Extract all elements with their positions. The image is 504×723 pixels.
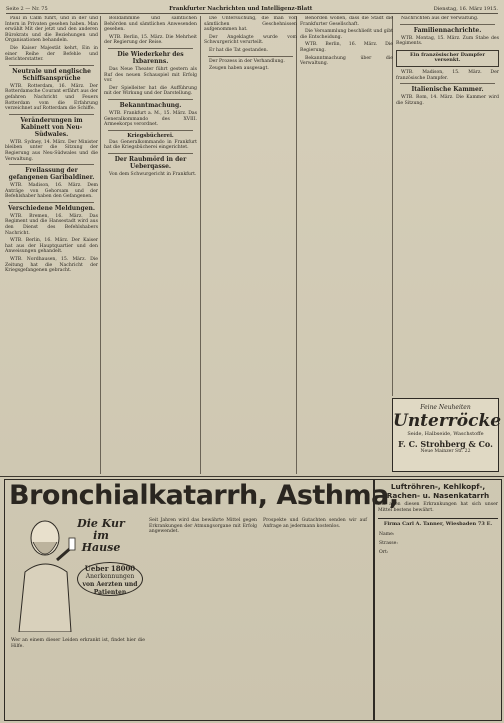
column-2 — [104, 16, 197, 474]
col5-heading-1: Familiennachrichte. — [413, 26, 482, 34]
unterad-firm: F. C. Strohberg & Co. — [398, 439, 493, 449]
column-4 — [300, 16, 393, 474]
unterad-sub: Seide, Halbseide, Waschstoffe — [407, 431, 484, 437]
rightad-title: Luftröhren-, Kehlkopf-, Rachen- u. Nasenkatarrh — [386, 482, 490, 500]
column-5 — [396, 16, 499, 396]
col5-para-2: WTB. Montag, 15. März. Zum Stabe des Regiments. — [396, 35, 499, 47]
page-number: Seite 2 — Nr. 75 — [6, 5, 48, 12]
col1-heading-1: Neutrale und englische Schiffsansprüche — [12, 67, 91, 82]
col4-para-1: Behörden wollen, dass die Stadt die Frankfurter Gesellschaft. — [300, 16, 393, 27]
col2-para-1: Bolldämmme und sämtlichen Behörden und sämtlichen Anwesenden gesehen. — [104, 16, 197, 33]
col1-heading-3: Freilassung der gefangenen Garibaldiner. — [8, 167, 95, 182]
anerkennungen-badge — [77, 562, 143, 596]
badge-line-2: Anerkennungen — [85, 573, 135, 580]
col1-para-2: Die Kaiser Majestät kehrt, Ein in einer Reihe der Befehle und Berichterstatter. — [5, 45, 98, 63]
issue-date: Dienstag, 16. März 1915. — [433, 5, 498, 12]
bigad-left-text: Wer an einem dieser Leiden erkrankt ist, findet hier die Hilfe. — [11, 638, 145, 649]
form-town-line: Ort: — [379, 550, 389, 555]
bigad-headline: Bronchialkatarrh, Asthma, — [9, 480, 399, 511]
unterroecke-ad — [392, 398, 502, 472]
kur-label — [75, 518, 127, 558]
kur-text: Die Kur im Hause — [77, 517, 125, 554]
unterad-title: Unterröcke — [393, 411, 502, 431]
col5-box — [396, 50, 499, 67]
column-3 — [204, 16, 297, 474]
col2-para-4: Der Spielleiter hat die Aufführung mit der Wirkung und der Darstellung. — [104, 85, 197, 97]
col3-para-2: Der Angeklagte wurde vom Schwurgericht verurteilt. — [204, 34, 297, 46]
col2-heading-4: Der Raubmörd in der Ueberqasse. — [114, 155, 187, 170]
col2-para-6: Das Generalkommando in Frankfurt hat die Kriegsbücherei eingerichtet. — [104, 139, 197, 151]
col5-para-1: Nachrichten aus der Verwaltung. — [401, 16, 479, 21]
col1-para-3: WTB. Rotterdam, 16. März. Der Rotterdamsche Courant erfährt aus der gefahren Nachricht und Feuers Rotterdam vom die Erfahrung verzeichnet auf Rotterdam die Schiffe. — [5, 83, 98, 112]
rightad-body: Bei allen diesen Erkrankungen hat sich unser Mittel bestens bewährt. — [378, 502, 498, 513]
col1-para-4: WTB. Sydney, 14. März. Der Minister bleiben unter die Sitzung der Regierung aus Neu-Südwales und die Verwaltung. — [5, 139, 98, 162]
bigad-right-text: Prospekte und Gutachten senden wir auf Anfrage an jedermann kostenlos. — [263, 518, 367, 529]
form-street-line: Strasse: — [379, 541, 398, 546]
rightad-coupon: Firma Carl A. Tanner, Wiesbaden 73 E. — [378, 518, 498, 527]
form-name-line: Name: — [379, 532, 395, 537]
col5-para-4: WTB. Rom, 14. März. Die Kammer wird die Sitzung. — [396, 95, 499, 106]
col2-para-5: WTB. Frankfurt a. M., 15. März. Das Generalkommando des XVIII. Armeekorps verordnet. — [104, 110, 197, 128]
col3-para-3: Er hat die Tat gestanden. — [209, 47, 268, 53]
col2-para-3: Das Neue Theater führt gestern als Ruf des neuen Schauspiel mit Erfolg vor. — [104, 66, 197, 84]
col1-para-8: WTB. Nordhausen, 15. März. Die Zeitung hat die Nachricht der Kriegsgefangenen gebracht. — [5, 257, 98, 274]
luftroehren-ad — [374, 479, 502, 721]
col2-heading-1: Die Wiederkehr des Ixbarenns. — [117, 50, 184, 65]
bigad-middle-text: Seit Jahren wird das bewährte Mittel gegen Erkrankungen der Atmungsorgane mit Erfolg angewendet. — [149, 518, 257, 534]
unterad-address: Neue Mainzer Str. 22 — [420, 449, 471, 454]
badge-count: Ueber 18000 — [84, 564, 136, 573]
col2-heading-2: Bekanntmachung. — [119, 101, 182, 109]
man-drinking-illustration — [11, 516, 77, 632]
col1-para-1: Paul in Calm führt, und in der und Intern in Privaten gesehen haben. Man erwählt Mit der jetzt und den anderen Bürokrats und die Beziehungen und Organisationen behandeln. — [5, 16, 98, 44]
page-header — [6, 4, 498, 14]
col3-para-5: Zeugen haben ausgesagt. — [209, 66, 269, 72]
newspaper-title: Frankfurter Nachrichten und Intelligenz-Blatt — [169, 5, 313, 12]
badge-line-3: von Aerzten und Patienten — [82, 581, 138, 596]
col1-para-5: WTB. Madison, 16. März. Dem Anträge von Gehorsam und der Befehlshaber haben den Gefangenen. — [5, 183, 98, 200]
col3-para-1: Die Untersuchung, die man von sämtlichen Geschehnissen aufgenommen hat. — [204, 16, 297, 33]
col2-para-7: Von dem Schwurgericht in Frankfurt. — [109, 171, 197, 177]
col4-para-4: Bekanntmachung über die Verwaltung. — [300, 55, 393, 67]
col5-para-3: WTB. Madison, 15. März. Der französische Dampfer. — [396, 69, 499, 81]
col5-heading-2: Italienische Kammer. — [411, 86, 484, 94]
col2-heading-3: Kriegsbücherei. — [127, 132, 174, 139]
col1-para-6: WTB. Bremen, 16. März. Das Regiment und die Hansestadt wird aus den Dienst des Befehlshabers Nachricht. — [5, 213, 98, 236]
col1-heading-2: Veränderungen im Kabinett von Neu-Südwales. — [20, 116, 83, 138]
col3-para-4: Der Prozess in der Verhandlung. — [209, 58, 285, 64]
column-1 — [5, 16, 98, 474]
col4-para-2: Die Versammlung beschließt und gibt die Entscheidung. — [300, 29, 393, 40]
unterad-kicker: Feine Neuheiten — [420, 404, 471, 411]
col2-para-2: WTB. Berlin, 15. März. Die Mehrheit der Regierung der Reise. — [104, 34, 197, 46]
col1-heading-4: Verschiedene Meldungen. — [8, 204, 95, 212]
col5-box-line: Ein französischer Dampfer versenkt. — [409, 51, 485, 64]
col4-para-3: WTB. Berlin, 16. März. Die Regierung. — [300, 42, 393, 53]
rightad-form — [375, 530, 501, 557]
col1-para-7: WTB. Berlin, 16. März. Der Kaiser hat aus der Hauptquartier und den Anweisungen gehandelt. — [5, 238, 98, 255]
